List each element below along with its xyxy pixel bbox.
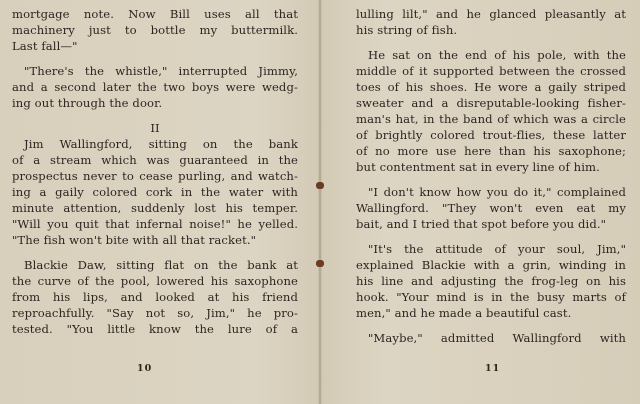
text-line: his string of fish. bbox=[356, 23, 458, 37]
text-line: of a stream which was guaranteed in the bbox=[12, 153, 298, 167]
text-line: reproachfully. "Say not so, Jim," he pro- bbox=[12, 306, 298, 320]
text-line: from his lips, and looked at his friend bbox=[12, 290, 298, 304]
text-line: "I don't know how you do it," complained bbox=[368, 185, 626, 199]
text-line: man's hat, in the band of which was a circle bbox=[356, 112, 626, 126]
text-line: sweater and a disreputable-looking fisher- bbox=[356, 96, 626, 110]
section-heading: II bbox=[150, 121, 160, 135]
text-line: Jim Wallingford, sitting on the bank bbox=[24, 137, 298, 151]
text-line: "It's the attitude of your soul, Jim," bbox=[368, 242, 626, 256]
text-line: "Maybe," admitted Wallingford with bbox=[368, 331, 626, 345]
text-line: hook. "Your mind is in the busy marts of bbox=[356, 290, 626, 304]
right-page bbox=[356, 6, 626, 346]
text-line: but contentment sat in every line of him. bbox=[356, 160, 600, 174]
text-line: of no more use here than his saxophone; bbox=[356, 144, 626, 158]
text-line: He sat on the end of his pole, with the bbox=[368, 48, 626, 62]
text-line: machinery just to bottle my buttermilk. bbox=[12, 23, 298, 37]
text-line: bait, and I tried that spot before you did." bbox=[356, 217, 607, 231]
text-line: ing a gaily colored cork in the water with bbox=[12, 185, 298, 199]
text-line: prospectus never to cease purling, and watch- bbox=[12, 169, 298, 183]
text-line: Blackie Daw, sitting flat on the bank at bbox=[24, 258, 298, 272]
page-number-left: 10 bbox=[137, 363, 153, 374]
text-line: tested. "You little know the lure of a bbox=[12, 322, 298, 336]
binding-staple-upper bbox=[316, 182, 324, 189]
text-line: toes of his shoes. He wore a gaily striped bbox=[356, 80, 626, 94]
text-line: the curve of the pool, lowered his saxophone bbox=[12, 274, 298, 288]
book-gutter bbox=[318, 0, 322, 404]
text-line: mortgage note. Now Bill uses all that bbox=[12, 7, 298, 21]
text-line: Wallingford. "They won't even eat my bbox=[356, 201, 626, 215]
binding-staple-lower bbox=[316, 260, 324, 267]
left-page bbox=[12, 6, 298, 337]
text-line: and a second later the two boys were wedg- bbox=[12, 80, 298, 94]
text-line: minute attention, suddenly lost his temper. bbox=[12, 201, 298, 215]
text-line: middle of it supported between the crossed bbox=[356, 64, 626, 78]
text-line: ing out through the door. bbox=[12, 96, 163, 110]
text-line: men," and he made a beautiful cast. bbox=[356, 306, 572, 320]
text-line: of brightly colored trout-flies, these latter bbox=[356, 128, 626, 142]
text-line: his line and adjusting the frog-leg on his bbox=[356, 274, 626, 288]
text-line: lulling lilt," and he glanced pleasantly at bbox=[356, 7, 626, 21]
text-line: "The fish won't bite with all that racket." bbox=[12, 233, 257, 247]
text-line: explained Blackie with a grin, winding in bbox=[356, 258, 626, 272]
text-line: Last fall—" bbox=[12, 39, 78, 53]
text-line: "Will you quit that infernal noise!" he yelled. bbox=[12, 217, 298, 231]
page-number-right: 11 bbox=[485, 363, 501, 374]
text-line: "There's the whistle," interrupted Jimmy, bbox=[24, 64, 298, 78]
